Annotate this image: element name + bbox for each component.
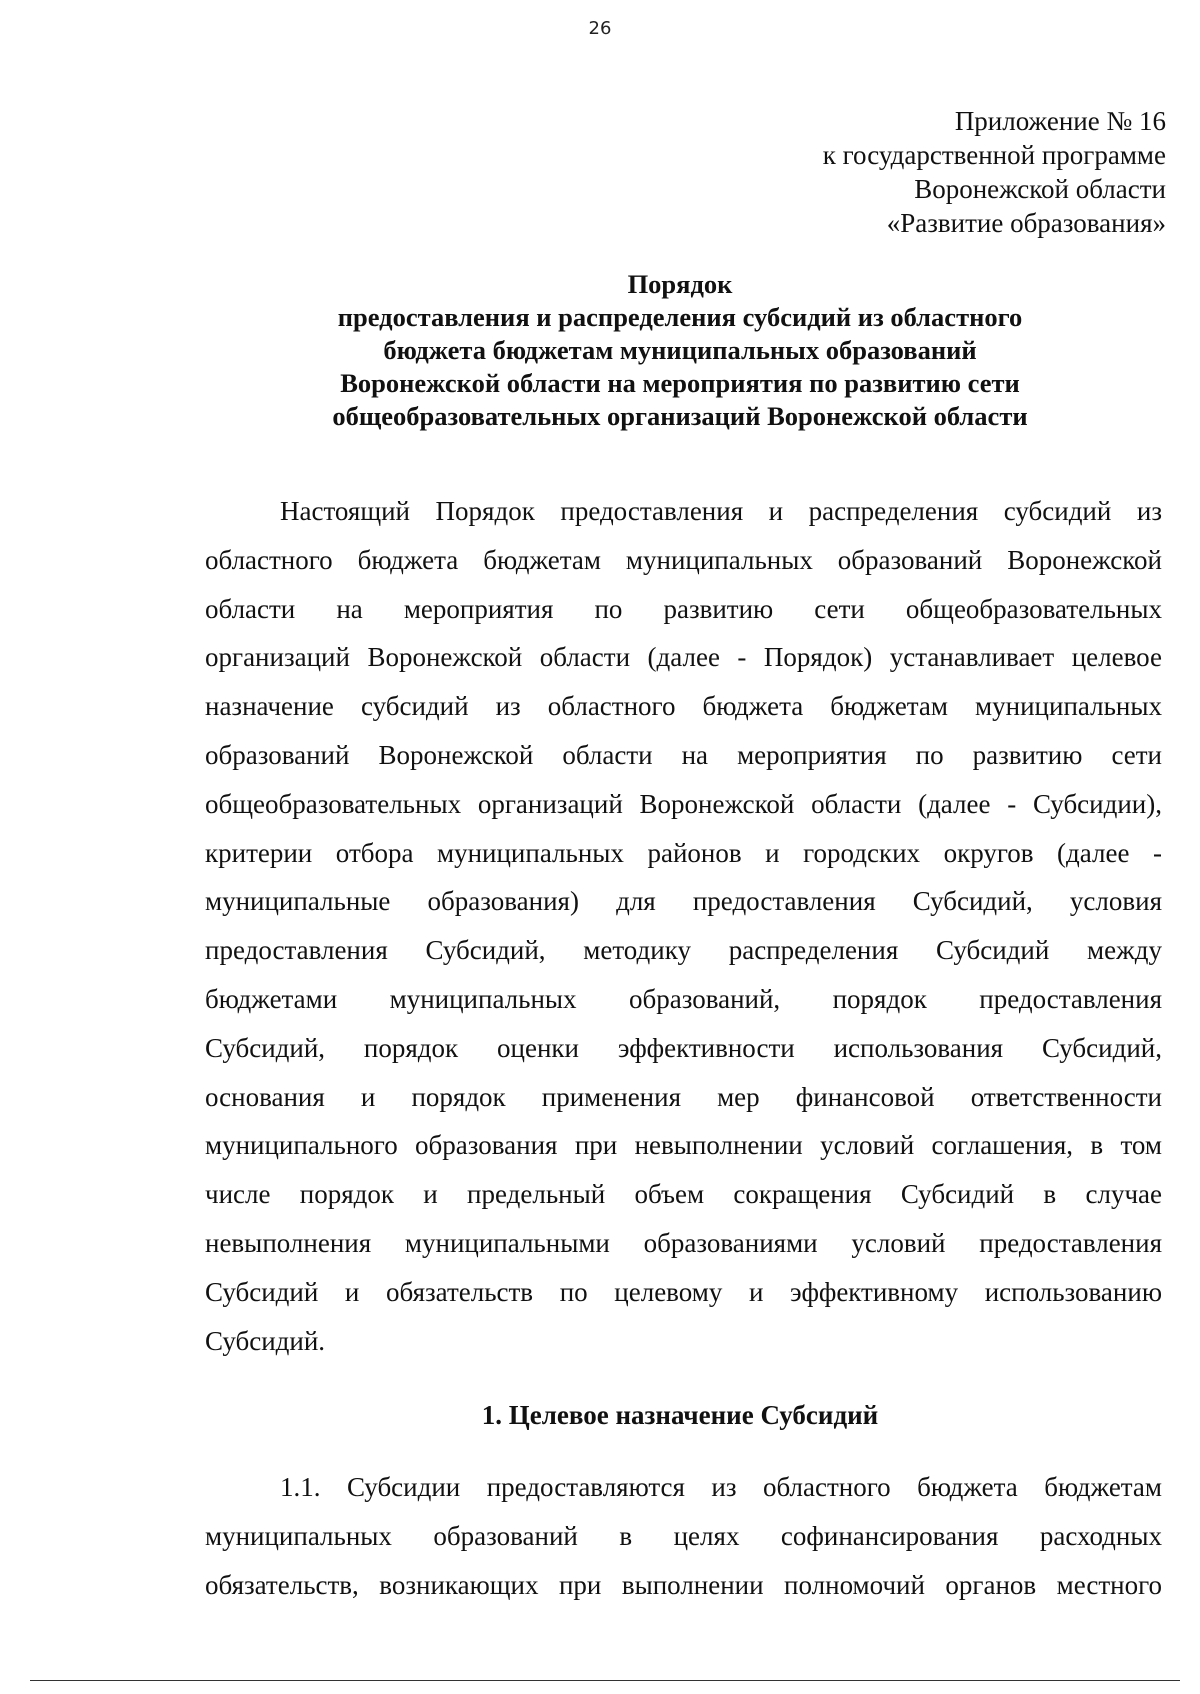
intro-line: Настоящий Порядок предоставления и распределения субсидий из [280,496,1162,526]
title-line: бюджета бюджетам муниципальных образований [383,335,977,365]
section-line: обязательств, возникающих при выполнении полномочий органов местного [205,1569,1162,1600]
intro-line: муниципального образования при невыполнении условий соглашения, в том [205,1130,1162,1161]
footer-divider [30,1680,1180,1681]
section-line: муниципальных образований в целях софинансирования расходных [205,1520,1162,1551]
appendix-line: Воронежской области [914,174,1166,204]
page-number: 26 [588,18,612,39]
section-heading: 1. Целевое назначение Субсидий [481,1400,879,1430]
intro-line: основания и порядок применения мер финансовой ответственности [205,1081,1162,1112]
appendix-line: «Развитие образования» [886,208,1166,238]
intro-line: числе порядок и предельный объем сокращения Субсидий в случае [205,1179,1162,1210]
title-line: предоставления и распределения субсидий из областного [337,302,1023,332]
intro-line: муниципальные образования) для предоставления Субсидий, условия [205,886,1162,917]
intro-line: невыполнения муниципальными образованиями условий предоставления [205,1227,1162,1258]
appendix-line: к государственной программе [822,140,1166,170]
title-line: общеобразовательных организаций Воронежской области [332,401,1028,431]
document-title [180,268,1180,433]
intro-line: Субсидий и обязательств по целевому и эффективному использованию [205,1276,1162,1307]
section-paragraph [205,1463,1162,1609]
intro-line: Субсидий, порядок оценки эффективности использования Субсидий, [205,1032,1162,1063]
intro-line: бюджетами муниципальных образований, порядок предоставления [205,983,1162,1014]
intro-line: области на мероприятия по развитию сети общеобразовательных [205,593,1162,624]
intro-line: Субсидий. [205,1325,326,1356]
intro-line: образований Воронежской области на мероприятия по развитию сети [205,739,1162,770]
intro-line: критерии отбора муниципальных районов и городских округов (далее - [205,837,1162,868]
intro-line: областного бюджета бюджетам муниципальных образований Воронежской [205,544,1162,575]
section-line: 1.1. Субсидии предоставляются из областного бюджета бюджетам [280,1472,1162,1502]
intro-line: общеобразовательных организаций Воронежской области (далее - Субсидии), [205,788,1162,819]
appendix-line: Приложение № 16 [954,106,1166,136]
intro-line: организаций Воронежской области (далее - Порядок) устанавливает целевое [205,642,1162,673]
intro-line: назначение субсидий из областного бюджета бюджетам муниципальных [205,691,1162,722]
intro-line: предоставления Субсидий, методику распределения Субсидий между [205,935,1162,966]
appendix-reference [606,104,1166,240]
intro-paragraph [205,487,1162,1365]
title-line: Порядок [627,269,733,299]
title-line: Воронежской области на мероприятия по развитию сети [340,368,1020,398]
